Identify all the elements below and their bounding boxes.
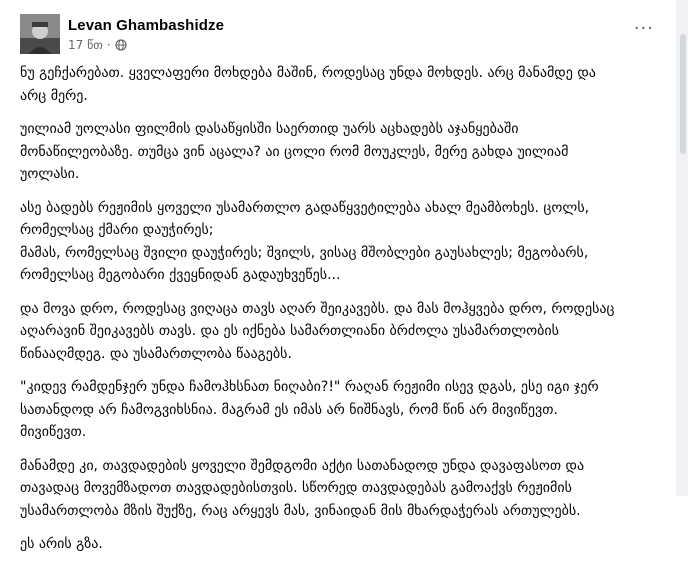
post-paragraph: ეს არის გზა. (20, 536, 103, 552)
scrollbar-thumb[interactable] (680, 34, 686, 154)
post-time[interactable]: 17 წთ (68, 37, 103, 52)
author-name[interactable]: Levan Ghambashidze (68, 16, 225, 34)
post-paragraph: და მოვა დრო, როდესაც ვიღაცა თავს აღარ შეიკავებს. და მას მოჰყვება დრო, როდესაც აღარავინ შეიკავებს თავს. და ეს იქნება სამართლიანი ბრძოლა უსამართლობის წინააღმდეგ. და უსამართლობა წააგებს. (20, 300, 615, 362)
globe-icon[interactable] (115, 39, 127, 51)
post-paragraph: მანამდე კი, თავდადების ყოველი შემდგომი აქტი სათანადოდ უნდა დავაფასოთ და თავადაც მოვემზადოთ თავდადებისთვის. სწორედ თავდადებას გამოაქვს რეჟიმის უსამართლობა მზის შუქზე, რაც არყევს მას, ვინაიდან მის მხარდაჭერას ართულებს. (20, 457, 585, 519)
post-subline (68, 37, 224, 53)
post-paragraph: ნუ გეჩქარებათ. ყველაფერი მოხდება მაშინ, როდესაც უნდა მოხდეს. არც მანამდე და არც მერე. (20, 65, 596, 104)
post-meta (68, 16, 224, 53)
post-paragraph: "კიდევ რამდენჯერ უნდა ჩამოჰხსნათ ნიღაბი?!" რაღან რეჟიმი ისევ დგას, ესე იგი ჯერ სათანდოდ არ ჩამოგვიხსნია. მაგრამ ეს იმას არ ნიშნავს, რომ წინ არ მივიწევთ. მივიწევთ. (20, 379, 599, 440)
avatar[interactable] (20, 14, 60, 54)
avatar-image (20, 14, 60, 54)
more-options-icon[interactable]: ··· (633, 18, 654, 39)
post-paragraph: უილიამ უოლასი ფილმის დასაწყისში საერთიდ უარს აცხადებს აჯანყებაში მონაწილეობაზე. თუმცა ვინ აცალა? აი ცოლი რომ მოუკლეს, მერე გახდა უილიამ უოლასი. (20, 121, 569, 182)
separator-dot: · (106, 37, 111, 52)
post-header (20, 12, 224, 56)
post-paragraph: ასე ბადებს რეჟიმის ყოველი უსამართლო გადაწყვეტილება ახალ მეამბოხეს. ცოლს, რომელსაც ქმარი დაუჭირეს; მამას, რომელსაც შვილი დაუჭირეს; შვილს, ვისაც მშობლები გაუსახლეს; მეგობარს, რომელსაც მეგობარი ქვეყნიდან გადაუხვეწეს... (20, 199, 590, 283)
scrollbar[interactable] (676, 0, 688, 496)
post-body (20, 62, 668, 567)
